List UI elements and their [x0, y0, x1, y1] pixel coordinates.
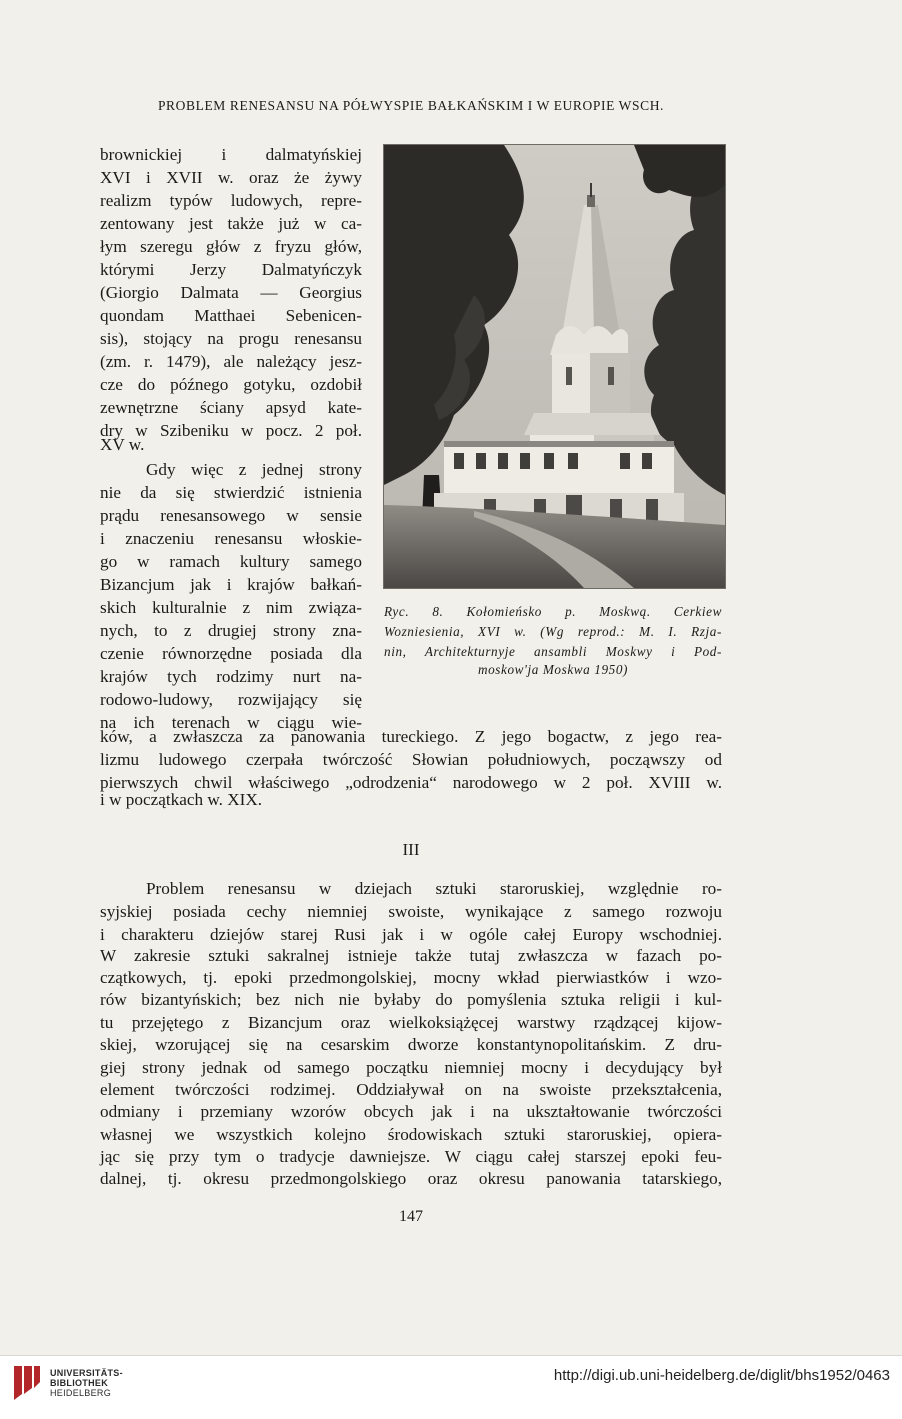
text-line: XVI i XVII w. oraz że żywy [100, 168, 362, 187]
text-line: skiej, wzorującej się na cesarskim dworze konstantynopolitańskim. Z dru- [100, 1035, 722, 1054]
caption-line: nin, Architekturnyje ansambli Moskwy i Pod- [384, 644, 722, 659]
library-name [50, 1368, 123, 1398]
library-name-line: HEIDELBERG [50, 1388, 112, 1398]
text-line: nie da się stwierdzić istnienia [100, 483, 362, 502]
text-line: zewnętrzne ściany apsyd kate- [100, 398, 362, 417]
text-line: quondam Matthaei Sebenicen- [100, 306, 362, 325]
text-line: i znaczeniu renesansu włoskie- [100, 529, 362, 548]
text-line: zentowany jest także już w ca- [100, 214, 362, 233]
text-line: czątkowych, tj. epoki przedmongolskiej, mocny wkład pierwiastków i wzo- [100, 968, 722, 987]
text-line: pierwszych chwil właściwego „odrodzenia“ narodowego w 2 poł. XVIII w. [100, 773, 722, 792]
text-line: własnej we wszystkich kolejno środowiskach sztuki staroruskiej, opiera- [100, 1125, 722, 1144]
caption-line: Wozniesienia, XVI w. (Wg reprod.: M. I. Rzja- [384, 624, 722, 639]
text-line: łym szeregu głów z fryzu głów, [100, 237, 362, 256]
library-name-line: BIBLIOTHEK [50, 1378, 108, 1388]
text-line: i charakteru dziejów starej Rusi jak i w ogóle całej Europy wschodniej. [100, 925, 722, 944]
text-line: brownickiej i dalmatyńskiej [100, 145, 362, 164]
text-line: Bizancjum jak i krajów bałkań- [100, 575, 362, 594]
section-number: III [402, 840, 420, 859]
text-line: element twórczości rodzimej. Oddziaływał on na swoiste przekształcenia, [100, 1080, 722, 1099]
text-line: cze do późnego gotyku, ozdobił [100, 375, 362, 394]
text-line: W zakresie sztuki sakralnej istnieje także tutaj zwłaszcza w fazach po- [100, 946, 722, 965]
text-line: giej strony jednak od samego początku niemniej mocny i decydujący był [100, 1058, 722, 1077]
text-line: odmiany i przemiany wzorów obcych jak i na ukształtowanie twórczości [100, 1102, 722, 1121]
text-line: syjskiej posiada cechy niemniej swoiste, wynikające z samego rozwoju [100, 902, 722, 921]
library-footer [0, 1355, 902, 1419]
text-line: rów bizantyńskich; bez nich nie byłaby do pomyślenia sztuka religii i kul- [100, 990, 722, 1009]
caption-line: Ryc. 8. Kołomieńsko p. Moskwą. Cerkiew [384, 604, 722, 619]
text-line: ków, a zwłaszcza za panowania tureckiego. Z jego bogactw, z jego rea- [100, 727, 722, 746]
text-line: rodowo-ludowy, rozwijający się [100, 690, 362, 709]
text-line: lizmu ludowego czerpała twórczość Słowian południowych, począwszy od [100, 750, 722, 769]
text-line: dry w Szibeniku w pocz. 2 poł. [100, 421, 362, 440]
text-line: Gdy więc z jednej strony [146, 460, 362, 479]
text-line: prądu renesansowego w sensie [100, 506, 362, 525]
text-line: nych, to z drugiej strony zna- [100, 621, 362, 640]
library-logo-icon [12, 1364, 42, 1402]
church-photograph [383, 144, 726, 589]
text-line: XV w. [100, 435, 145, 454]
permalink-url[interactable]: http://digi.ub.uni-heidelberg.de/diglit/bhs1952/0463 [553, 1367, 890, 1384]
text-line: sis), stojący na progu renesansu [100, 329, 362, 348]
text-line: realizm typów ludowych, repre- [100, 191, 362, 210]
text-line: tu przejętego z Bizancjum oraz wielkoksiążęcej warstwy rządzącej kijow- [100, 1013, 722, 1032]
text-line: go w ramach kultury samego [100, 552, 362, 571]
page-number: 147 [399, 1208, 423, 1225]
library-name-line: UNIVERSITÄTS- [50, 1368, 123, 1378]
text-line: którymi Jerzy Dalmatyńczyk [100, 260, 362, 279]
caption-line: moskow'ja Moskwa 1950) [477, 662, 629, 677]
text-line: dalnej, tj. okresu przedmongolskiego oraz okresu panowania tatarskiego, [100, 1169, 722, 1188]
text-line: jąc się przy tym o tradycje dawniejsze. W ciągu całej starszej epoki feu- [100, 1147, 722, 1166]
text-line: Problem renesansu w dziejach sztuki staroruskiej, względnie ro- [146, 879, 722, 898]
text-line: i w początkach w. XIX. [100, 790, 263, 809]
text-line: skich kulturalnie z nim związa- [100, 598, 362, 617]
text-line: (Giorgio Dalmata — Georgius [100, 283, 362, 302]
text-line: czenie równorzędne posiada dla [100, 644, 362, 663]
text-line: krajów tych rodzimy nurt na- [100, 667, 362, 686]
church-illustration [384, 145, 725, 588]
text-line: (zm. r. 1479), ale należący jesz- [100, 352, 362, 371]
running-title: PROBLEM RENESANSU NA PÓŁWYSPIE BAŁKAŃSKIM I W EUROPIE WSCH. [157, 98, 665, 113]
text-line: na ich terenach w ciągu wie- [100, 713, 362, 732]
